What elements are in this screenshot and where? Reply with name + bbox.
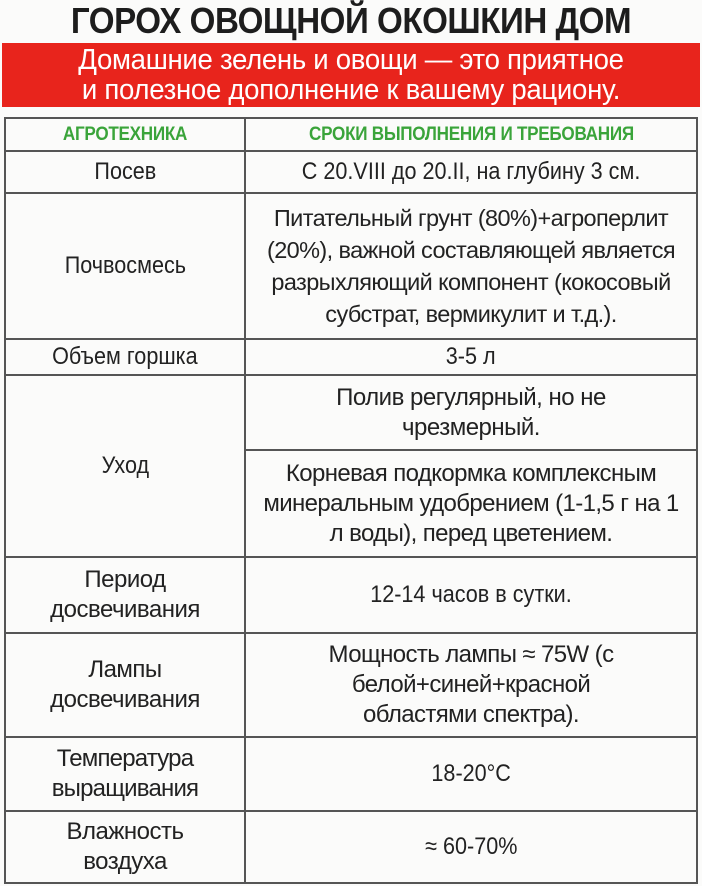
- table-row-light-period: [6, 558, 696, 634]
- care-watering-text: Полив регулярный, но не чрезмерный.: [336, 383, 606, 441]
- row-value: [246, 194, 696, 338]
- table-row-lamps: [6, 634, 696, 738]
- table-row-care: [6, 376, 696, 558]
- care-watering: [246, 376, 696, 449]
- row-label-text: Лампы досвечивания: [50, 656, 200, 713]
- row-value: [246, 340, 696, 374]
- row-label: [6, 340, 246, 374]
- row-label-text: Влажность воздуха: [66, 818, 184, 875]
- care-table: [4, 117, 698, 884]
- column-header-requirements-label: СРОКИ ВЫПОЛНЕНИЯ И ТРЕБОВАНИЯ: [308, 123, 634, 145]
- row-label: [6, 812, 246, 882]
- row-value-text: 12-14 часов в сутки.: [370, 581, 572, 608]
- row-value: [246, 376, 696, 556]
- banner-line-2: и полезное дополнение к вашему рациону.: [81, 74, 621, 106]
- row-label-text: Период досвечивания: [50, 566, 200, 623]
- row-label-text: Объем горшка: [52, 343, 198, 370]
- page-title: ГОРОХ ОВОЩНОЙ ОКОШКИН ДОМ: [70, 0, 632, 41]
- row-label: [6, 634, 246, 736]
- row-label-text: Уход: [101, 452, 149, 479]
- row-value: [246, 738, 696, 810]
- row-value: [246, 812, 696, 882]
- care-feeding-text: Корневая подкормка комплексным минеральным удобрением (1-1,5 г на 1 л воды), перед цветением.: [263, 459, 679, 547]
- table-row-humidity: [6, 812, 696, 882]
- row-label: [6, 376, 246, 556]
- row-label-text: Температура выращивания: [51, 745, 199, 802]
- row-value-text: ≈ 60-70%: [424, 833, 518, 860]
- care-feeding: [246, 449, 696, 556]
- row-value-text: С 20.VIII до 20.II, на глубину 3 см.: [301, 158, 641, 185]
- row-label: [6, 738, 246, 810]
- row-value-text: 18-20°C: [431, 760, 511, 787]
- table-row-sowing: [6, 152, 696, 194]
- row-label-text: Посев: [94, 158, 156, 185]
- row-value-text: Питательный грунт (80%)+агроперлит (20%), важной составляющей является разрыхляющий компонент (кокосовый субстрат, вермикулит и т.д.).: [266, 205, 676, 327]
- row-label-text: Почвосмесь: [64, 252, 186, 279]
- intro-banner: [2, 43, 700, 107]
- table-row-soil-mix: [6, 194, 696, 340]
- row-value: [246, 152, 696, 192]
- row-value-text: 3-5 л: [446, 343, 496, 370]
- table-row-pot-volume: [6, 340, 696, 376]
- row-label: [6, 152, 246, 192]
- table-header-row: [6, 119, 696, 152]
- table-row-temperature: [6, 738, 696, 812]
- row-value-text: Мощность лампы ≈ 75W (с белой+синей+красной областями спектра).: [328, 641, 614, 728]
- row-label: [6, 558, 246, 632]
- row-value: [246, 558, 696, 632]
- row-value: [246, 634, 696, 736]
- column-header-agrotech-label: АГРОТЕХНИКА: [62, 123, 188, 145]
- banner-line-1: Домашние зелень и овощи — это приятное: [78, 44, 624, 76]
- row-label: [6, 194, 246, 338]
- column-header-requirements: [246, 119, 696, 150]
- column-header-agrotech: [6, 119, 246, 150]
